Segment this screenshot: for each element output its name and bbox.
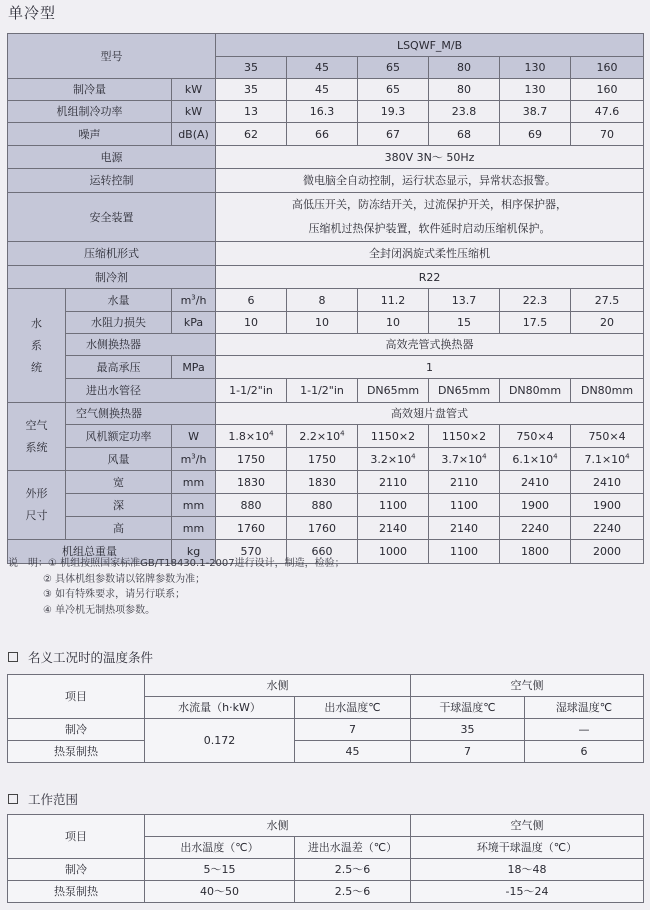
cell: 6 bbox=[216, 289, 287, 312]
cell: 17.5 bbox=[500, 312, 571, 334]
cell: — bbox=[525, 719, 644, 741]
cell-base: 750×4 bbox=[588, 429, 626, 443]
table-row bbox=[8, 334, 644, 356]
table-row bbox=[8, 403, 644, 425]
table-row bbox=[8, 242, 644, 266]
cell-base: 2.2×10 bbox=[299, 429, 341, 443]
unit-base: m bbox=[180, 293, 192, 307]
cell: 40～50 bbox=[145, 881, 295, 903]
cell: 660 bbox=[287, 540, 358, 564]
model-cell: 80 bbox=[429, 57, 500, 79]
cell bbox=[429, 448, 500, 471]
table-row bbox=[8, 448, 644, 471]
cell: 2140 bbox=[429, 517, 500, 540]
cell: 1100 bbox=[429, 540, 500, 564]
table-row bbox=[8, 266, 644, 289]
item-header: 项目 bbox=[8, 675, 145, 719]
cell: 15 bbox=[429, 312, 500, 334]
page-title: 单冷型 bbox=[8, 4, 57, 22]
cell bbox=[571, 448, 644, 471]
note-item: ② 具体机组参数请以铭牌参数为准； bbox=[43, 573, 206, 585]
cell-base: 1150×2 bbox=[441, 429, 487, 443]
cell bbox=[358, 448, 429, 471]
cell bbox=[429, 425, 500, 448]
row-label: 制冷量 bbox=[8, 79, 172, 101]
model-cell: 45 bbox=[287, 57, 358, 79]
row-label: 噪声 bbox=[8, 123, 172, 146]
row-unit: dB(A) bbox=[172, 123, 216, 146]
row-unit: mm bbox=[172, 494, 216, 517]
cell: 2110 bbox=[429, 471, 500, 494]
water-exchanger-value: 高效壳管式换热器 bbox=[216, 334, 644, 356]
cell bbox=[216, 425, 287, 448]
cell-sup: 4 bbox=[625, 451, 630, 460]
cell: 2.5～6 bbox=[295, 881, 411, 903]
air-side-header: 空气侧 bbox=[411, 675, 644, 697]
cell bbox=[287, 448, 358, 471]
item-header: 项目 bbox=[8, 815, 145, 859]
notes bbox=[8, 556, 345, 618]
cell: 35 bbox=[216, 79, 287, 101]
notes-prefix: 说 明： bbox=[8, 558, 48, 569]
checkbox-square-icon bbox=[8, 794, 18, 804]
air-group-label bbox=[8, 403, 66, 471]
cell: 1800 bbox=[500, 540, 571, 564]
cell: 45 bbox=[295, 741, 411, 763]
checkbox-square-icon bbox=[8, 652, 18, 662]
range-section-heading bbox=[8, 790, 78, 808]
col-header: 进出水温差（℃） bbox=[295, 837, 411, 859]
flow-value: 0.172 bbox=[145, 719, 295, 763]
cell: 7 bbox=[411, 741, 525, 763]
cell: 1000 bbox=[358, 540, 429, 564]
unit-sup: 3 bbox=[191, 292, 196, 301]
cell: 45 bbox=[287, 79, 358, 101]
cell: 1100 bbox=[429, 494, 500, 517]
cell: 19.3 bbox=[358, 101, 429, 123]
row-unit bbox=[172, 289, 216, 312]
note-line bbox=[8, 556, 345, 572]
table-row bbox=[8, 881, 644, 903]
model-series: LSQWF_M/B bbox=[216, 34, 644, 57]
cell: 2410 bbox=[571, 471, 644, 494]
cell: 880 bbox=[216, 494, 287, 517]
cell: 10 bbox=[358, 312, 429, 334]
row-label: 制冷 bbox=[8, 859, 145, 881]
unit-tail: /h bbox=[195, 452, 207, 466]
spec-table bbox=[7, 33, 644, 564]
cell-sup: 4 bbox=[340, 428, 345, 437]
model-cell: 130 bbox=[500, 57, 571, 79]
row-unit: mm bbox=[172, 517, 216, 540]
cell: DN65mm bbox=[429, 379, 500, 403]
table-row bbox=[8, 471, 644, 494]
cell bbox=[500, 448, 571, 471]
row-label: 制冷 bbox=[8, 719, 145, 741]
row-label: 高 bbox=[66, 517, 172, 540]
safety-line-1: 高低压开关，防冻结开关，过流保护开关，相序保护器， bbox=[292, 198, 568, 211]
cell bbox=[358, 425, 429, 448]
temp-conditions-table bbox=[7, 674, 644, 763]
col-header: 湿球温度℃ bbox=[525, 697, 644, 719]
col-header: 水流量（h·kW） bbox=[145, 697, 295, 719]
table-row bbox=[8, 741, 644, 763]
cell bbox=[216, 448, 287, 471]
cell: 38.7 bbox=[500, 101, 571, 123]
note-item: ④ 单冷机无制热项参数。 bbox=[43, 604, 156, 616]
cell: 80 bbox=[429, 79, 500, 101]
cell: 1-1/2"in bbox=[287, 379, 358, 403]
cell: 67 bbox=[358, 123, 429, 146]
cell: 62 bbox=[216, 123, 287, 146]
cell: 18～48 bbox=[411, 859, 644, 881]
cell: 1760 bbox=[216, 517, 287, 540]
cell bbox=[500, 425, 571, 448]
cell-sup: 4 bbox=[482, 451, 487, 460]
cell: 1900 bbox=[571, 494, 644, 517]
table-row bbox=[8, 517, 644, 540]
cell-base: 750×4 bbox=[516, 429, 554, 443]
model-header: 型号 bbox=[8, 34, 216, 79]
cell: 1830 bbox=[216, 471, 287, 494]
row-label: 运转控制 bbox=[8, 169, 216, 193]
cell: 70 bbox=[571, 123, 644, 146]
row-unit: kW bbox=[172, 101, 216, 123]
cell: 13.7 bbox=[429, 289, 500, 312]
row-label: 制冷剂 bbox=[8, 266, 216, 289]
compressor-value: 全封闭涡旋式柔性压缩机 bbox=[216, 242, 644, 266]
cell: 1900 bbox=[500, 494, 571, 517]
cell: 66 bbox=[287, 123, 358, 146]
note-item: ① 机组按照国家标准GB/T18430.1-2007进行设计，制造，检验； bbox=[48, 558, 345, 569]
table-row bbox=[8, 379, 644, 403]
air-exchanger-value: 高效翅片盘管式 bbox=[216, 403, 644, 425]
water-side-header: 水侧 bbox=[145, 675, 411, 697]
safety-line-2: 压缩机过热保护装置，软件延时启动压缩机保护。 bbox=[308, 222, 551, 235]
row-label: 空气侧换热器 bbox=[66, 403, 216, 425]
cell-sup: 4 bbox=[269, 428, 274, 437]
row-label: 水阻力损失 bbox=[66, 312, 172, 334]
row-unit: W bbox=[172, 425, 216, 448]
cell: 2410 bbox=[500, 471, 571, 494]
cell-base: 3.7×10 bbox=[441, 452, 483, 466]
temp-section-heading bbox=[8, 648, 153, 666]
cell: 35 bbox=[411, 719, 525, 741]
cell: 880 bbox=[287, 494, 358, 517]
row-label: 水量 bbox=[66, 289, 172, 312]
section-title: 名义工况时的温度条件 bbox=[28, 650, 154, 665]
cell-base: 6.1×10 bbox=[512, 452, 554, 466]
water-group-label bbox=[8, 289, 66, 403]
table-row bbox=[8, 494, 644, 517]
row-label: 水侧换热器 bbox=[66, 334, 216, 356]
cell: 2000 bbox=[571, 540, 644, 564]
cell: 1100 bbox=[358, 494, 429, 517]
cell-sup: 4 bbox=[411, 451, 416, 460]
unit-tail: /h bbox=[195, 293, 207, 307]
cell: 23.8 bbox=[429, 101, 500, 123]
row-unit: kPa bbox=[172, 312, 216, 334]
cell: 1830 bbox=[287, 471, 358, 494]
cell: 5～15 bbox=[145, 859, 295, 881]
row-unit: kW bbox=[172, 79, 216, 101]
table-row bbox=[8, 719, 644, 741]
air-side-header: 空气侧 bbox=[411, 815, 644, 837]
cell-base: 1.8×10 bbox=[228, 429, 270, 443]
safety-value bbox=[216, 193, 644, 242]
cell bbox=[571, 425, 644, 448]
cell: 22.3 bbox=[500, 289, 571, 312]
cell: 20 bbox=[571, 312, 644, 334]
row-label: 机组总重量 bbox=[8, 540, 172, 564]
model-cell: 65 bbox=[358, 57, 429, 79]
row-label: 热泵制热 bbox=[8, 881, 145, 903]
max-pressure-value: 1 bbox=[216, 356, 644, 379]
row-label: 进出水管径 bbox=[66, 379, 216, 403]
note-item: ③ 如有特殊要求，请另行联系； bbox=[43, 589, 186, 601]
power-value: 380V 3N～ 50Hz bbox=[216, 146, 644, 169]
col-header: 出水温度（℃） bbox=[145, 837, 295, 859]
cell: 13 bbox=[216, 101, 287, 123]
cell: DN80mm bbox=[500, 379, 571, 403]
water-side-header: 水侧 bbox=[145, 815, 411, 837]
row-label: 压缩机形式 bbox=[8, 242, 216, 266]
cell: 10 bbox=[216, 312, 287, 334]
cell: 1760 bbox=[287, 517, 358, 540]
cell: 2.5～6 bbox=[295, 859, 411, 881]
control-value: 微电脑全自动控制，运行状态显示，异常状态报警。 bbox=[216, 169, 644, 193]
table-row bbox=[8, 123, 644, 146]
cell: 130 bbox=[500, 79, 571, 101]
cell-sup: 4 bbox=[553, 451, 558, 460]
col-header: 出水温度℃ bbox=[295, 697, 411, 719]
table-row bbox=[8, 356, 644, 379]
row-label: 热泵制热 bbox=[8, 741, 145, 763]
row-label: 机组制冷功率 bbox=[8, 101, 172, 123]
table-row bbox=[8, 859, 644, 881]
row-label: 风机额定功率 bbox=[66, 425, 172, 448]
table-row bbox=[8, 101, 644, 123]
cell: 10 bbox=[287, 312, 358, 334]
table-row bbox=[8, 193, 644, 242]
table-row bbox=[8, 169, 644, 193]
unit-sup: 3 bbox=[191, 451, 196, 460]
section-title: 工作范围 bbox=[28, 792, 79, 807]
row-label: 安全装置 bbox=[8, 193, 216, 242]
row-unit bbox=[172, 448, 216, 471]
cell bbox=[287, 425, 358, 448]
cell: 69 bbox=[500, 123, 571, 146]
col-header: 干球温度℃ bbox=[411, 697, 525, 719]
row-unit: MPa bbox=[172, 356, 216, 379]
cell: 8 bbox=[287, 289, 358, 312]
cell: 2240 bbox=[500, 517, 571, 540]
cell: 27.5 bbox=[571, 289, 644, 312]
refrigerant-value: R22 bbox=[216, 266, 644, 289]
cell-base: 1750 bbox=[308, 452, 337, 466]
cell: 570 bbox=[216, 540, 287, 564]
unit-base: m bbox=[180, 452, 192, 466]
cell: -15～24 bbox=[411, 881, 644, 903]
cell: DN65mm bbox=[358, 379, 429, 403]
cell: 7 bbox=[295, 719, 411, 741]
cell: 160 bbox=[571, 79, 644, 101]
cell: 2140 bbox=[358, 517, 429, 540]
cell: 47.6 bbox=[571, 101, 644, 123]
row-unit: mm bbox=[172, 471, 216, 494]
row-label: 风量 bbox=[66, 448, 172, 471]
col-header: 环境干球温度（℃） bbox=[411, 837, 644, 859]
cell-base: 3.2×10 bbox=[370, 452, 412, 466]
cell: 1-1/2"in bbox=[216, 379, 287, 403]
row-label: 电源 bbox=[8, 146, 216, 169]
table-row bbox=[8, 289, 644, 312]
table-row bbox=[8, 312, 644, 334]
model-cell: 35 bbox=[216, 57, 287, 79]
group-text: 空气系统 bbox=[25, 418, 48, 454]
cell: 2240 bbox=[571, 517, 644, 540]
cell: 6 bbox=[525, 741, 644, 763]
cell-base: 7.1×10 bbox=[584, 452, 626, 466]
table-row bbox=[8, 79, 644, 101]
cell: 2110 bbox=[358, 471, 429, 494]
cell-base: 1750 bbox=[237, 452, 266, 466]
dims-group-label bbox=[8, 471, 66, 540]
cell: DN80mm bbox=[571, 379, 644, 403]
table-row bbox=[8, 146, 644, 169]
cell-base: 1150×2 bbox=[370, 429, 416, 443]
row-label: 宽 bbox=[66, 471, 172, 494]
cell: 65 bbox=[358, 79, 429, 101]
work-range-table bbox=[7, 814, 644, 903]
group-text: 水系统 bbox=[31, 316, 42, 374]
cell: 16.3 bbox=[287, 101, 358, 123]
model-cell: 160 bbox=[571, 57, 644, 79]
row-unit: kg bbox=[172, 540, 216, 564]
group-text: 外形尺寸 bbox=[25, 487, 48, 522]
row-label: 最高承压 bbox=[66, 356, 172, 379]
table-row bbox=[8, 425, 644, 448]
row-label: 深 bbox=[66, 494, 172, 517]
cell: 11.2 bbox=[358, 289, 429, 312]
cell: 68 bbox=[429, 123, 500, 146]
